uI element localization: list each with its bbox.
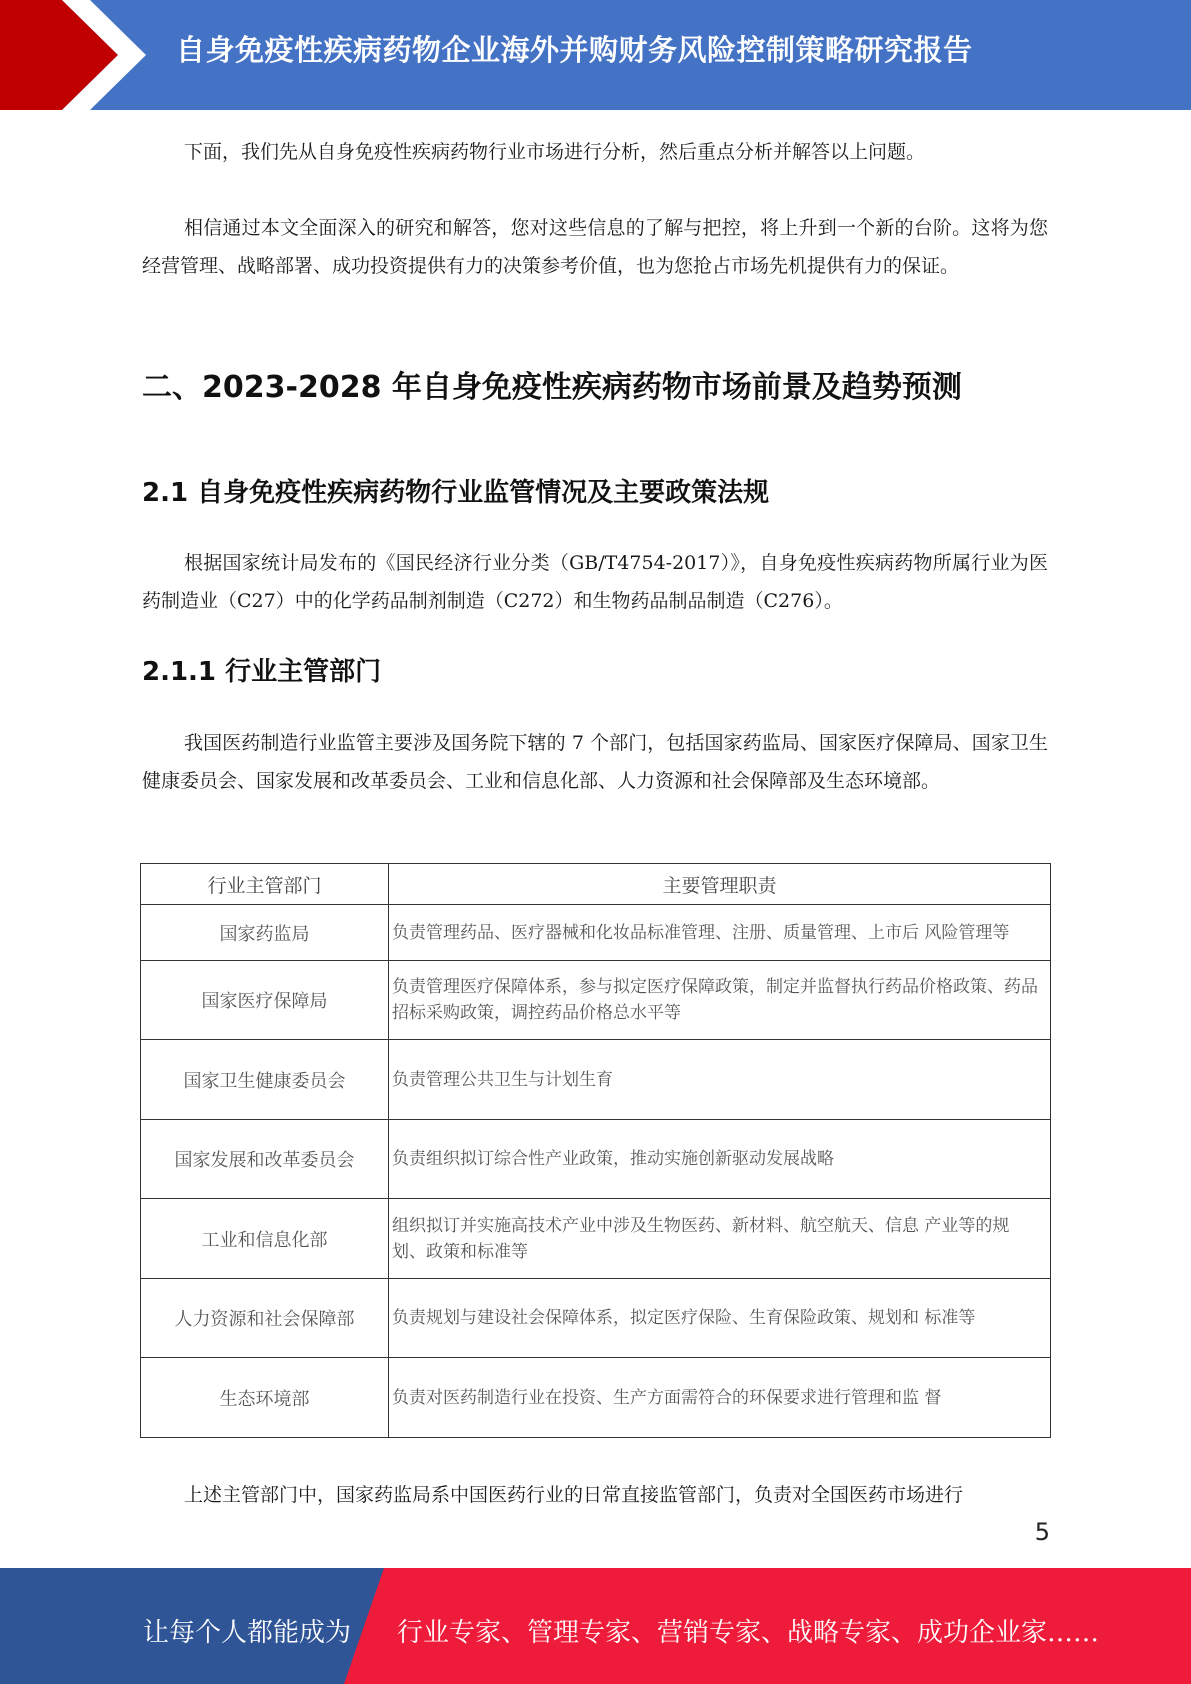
section-heading: 二、2023-2028 年自身免疫性疾病药物市场前景及趋势预测 — [142, 370, 962, 405]
table-cell-duty: 负责管理医疗保障体系，参与拟定医疗保障政策，制定并监督执行药品价格政策、药品招标采购政策，调控药品价格总水平等 — [389, 961, 1051, 1040]
table-row — [141, 1120, 1051, 1199]
table-cell-dept: 国家发展和改革委员会 — [141, 1120, 389, 1199]
footer-slogan-left: 让每个人都能成为 — [143, 1618, 352, 1648]
table-cell-dept: 工业和信息化部 — [141, 1199, 389, 1279]
table-cell-dept: 国家药监局 — [141, 905, 389, 961]
table-cell-duty: 负责管理药品、医疗器械和化妆品标准管理、注册、质量管理、上市后 风险管理等 — [389, 905, 1051, 961]
table-header-row — [141, 864, 1051, 905]
table-cell-dept: 国家医疗保障局 — [141, 961, 389, 1040]
table-row — [141, 1199, 1051, 1279]
table-cell-duty: 组织拟订并实施高技术产业中涉及生物医药、新材料、航空航天、信息 产业等的规划、政策和标准等 — [389, 1199, 1051, 1279]
table-cell-duty: 负责组织拟订综合性产业政策，推动实施创新驱动发展战略 — [389, 1120, 1051, 1199]
page-header — [0, 0, 1191, 110]
department-table — [140, 863, 1051, 1438]
table-row — [141, 1358, 1051, 1438]
table-cell-duty: 负责对医药制造行业在投资、生产方面需符合的环保要求进行管理和监 督 — [389, 1358, 1051, 1438]
table-row — [141, 905, 1051, 961]
intro-paragraph-1: 下面，我们先从自身免疫性疾病药物行业市场进行分析，然后重点分析并解答以上问题。 — [184, 141, 926, 163]
page-footer — [0, 1568, 1191, 1684]
table-header-dept: 行业主管部门 — [141, 864, 389, 905]
subsection-paragraph: 根据国家统计局发布的《国民经济行业分类（GB/T4754-2017）》，自身免疫性疾病药物所属行业为医药制造业（C27）中的化学药品制剂制造（C272）和生物药品制品制造（C276）。 — [142, 552, 1048, 612]
sub-subsection-heading: 2.1.1 行业主管部门 — [142, 657, 382, 687]
header-chevron-decor — [0, 0, 160, 110]
table-cell-duty: 负责管理公共卫生与计划生育 — [389, 1040, 1051, 1120]
page-number: 5 — [1034, 1518, 1050, 1546]
table-cell-dept: 人力资源和社会保障部 — [141, 1279, 389, 1358]
table-header-duty: 主要管理职责 — [389, 864, 1051, 905]
intro-paragraph-2: 相信通过本文全面深入的研究和解答，您对这些信息的了解与把控，将上升到一个新的台阶。这将为您经营管理、战略部署、成功投资提供有力的决策参考价值，也为您抢占市场先机提供有力的保证。 — [142, 217, 1048, 277]
table-row — [141, 1279, 1051, 1358]
report-title: 自身免疫性疾病药物企业海外并购财务风险控制策略研究报告 — [176, 33, 973, 67]
subsection-heading: 2.1 自身免疫性疾病药物行业监管情况及主要政策法规 — [142, 478, 770, 508]
closing-paragraph: 上述主管部门中，国家药监局系中国医药行业的日常直接监管部门，负责对全国医药市场进行 — [184, 1484, 964, 1506]
table-cell-dept: 国家卫生健康委员会 — [141, 1040, 389, 1120]
sub-subsection-paragraph: 我国医药制造行业监管主要涉及国务院下辖的 7 个部门，包括国家药监局、国家医疗保障局、国家卫生健康委员会、国家发展和改革委员会、工业和信息化部、人力资源和社会保障部及生态环境部。 — [142, 732, 1048, 792]
footer-slogan-right: 行业专家、管理专家、营销专家、战略专家、成功企业家…… — [397, 1618, 1100, 1648]
table-row — [141, 1040, 1051, 1120]
table-cell-duty: 负责规划与建设社会保障体系，拟定医疗保险、生育保险政策、规划和 标准等 — [389, 1279, 1051, 1358]
table-row — [141, 961, 1051, 1040]
table-cell-dept: 生态环境部 — [141, 1358, 389, 1438]
